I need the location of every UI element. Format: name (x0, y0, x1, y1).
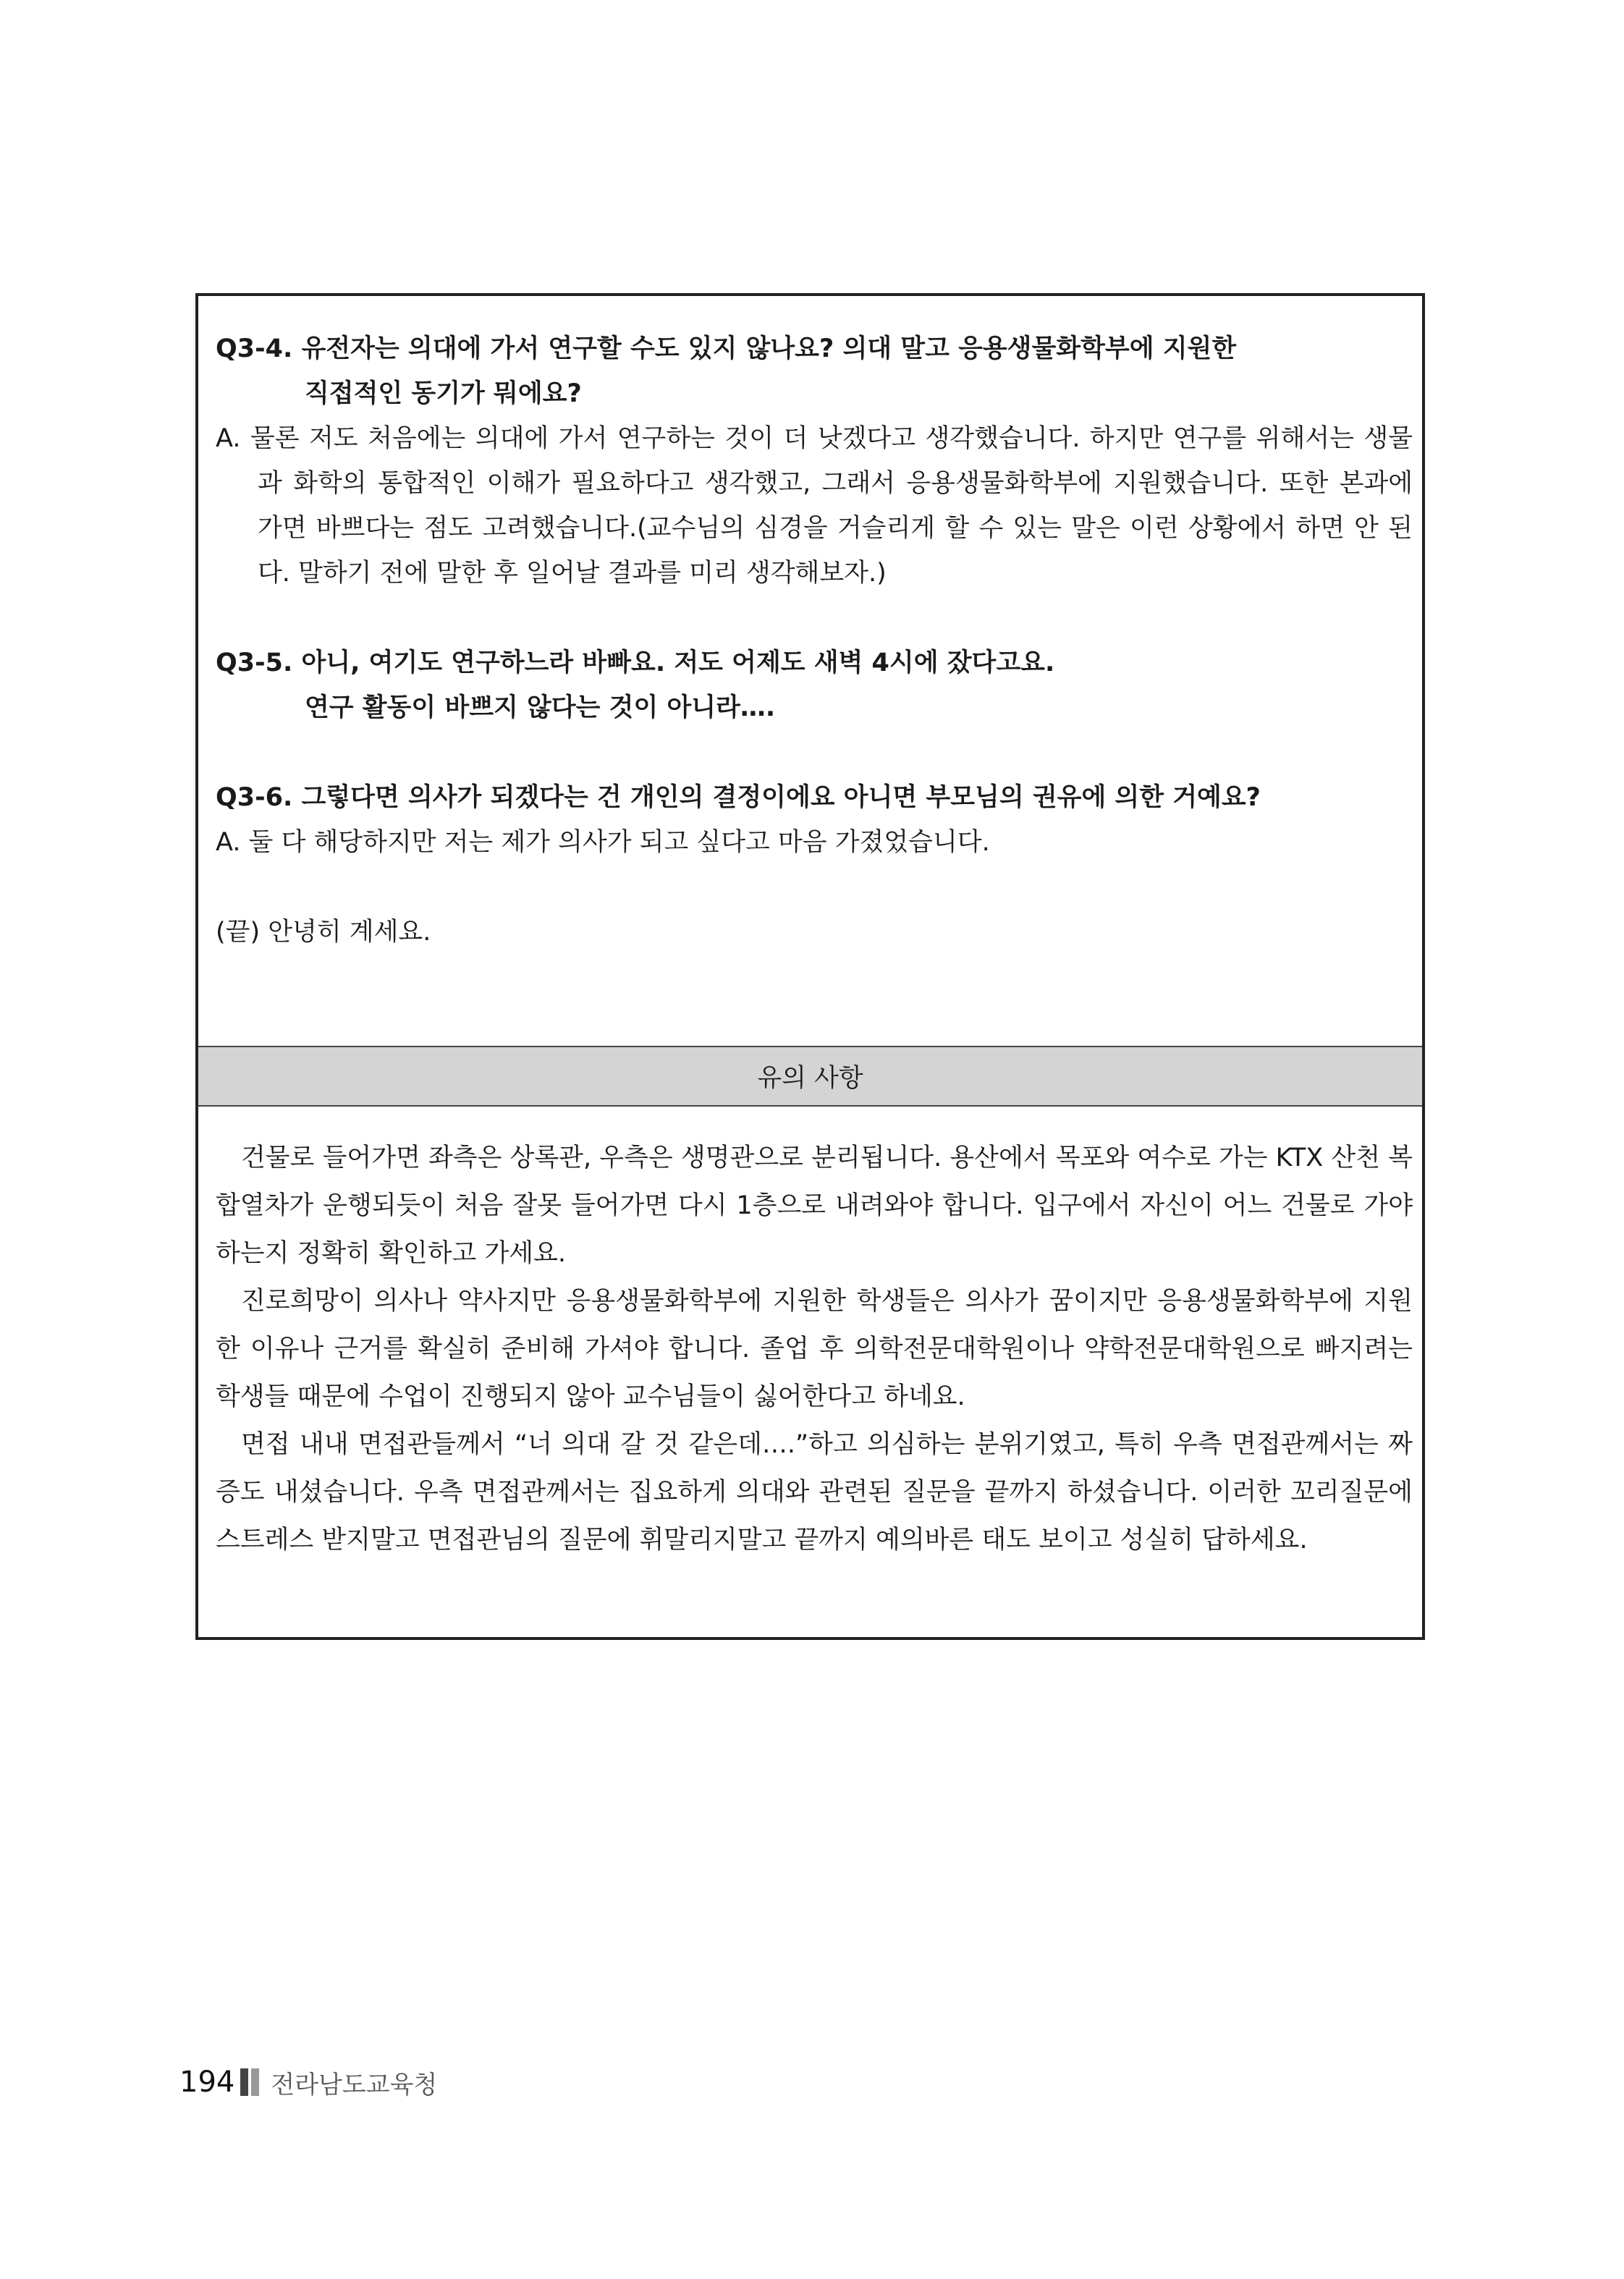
notice-paragraph: 진로희망이 의사나 약사지만 응용생물화학부에 지원한 학생들은 의사가 꿈이지만 응용생물화학부에 지원한 이유나 근거를 확실히 준비해 가셔야 합니다. 졸업 후 의학전문대학원이나 약학전문대학원으로 빠지려는 학생들 때문에 수업이 진행되지 않아 교수님들이 싫어한다고 하네요. (216, 1287, 1413, 1411)
question-line: Q3-4. 유전자는 의대에 가서 연구할 수도 있지 않나요? 의대 말고 응용생물화학부에 지원한 (216, 334, 1237, 363)
notice-title: 유의 사항 (757, 1064, 863, 1093)
notice-paragraph: 면접 내내 면접관들께서 “너 의대 갈 것 같은데….”하고 의심하는 분위기였고, 특히 우측 면접관께서는 짜증도 내셨습니다. 우측 면접관께서는 집요하게 의대와 관련된 질문을 끝까지 하셨습니다. 이러한 꼬리질문에 스트레스 받지말고 면접관님의 질문에 휘말리지말고 끝까지 예의바른 태도 보이고 성실히 답하세요. (216, 1430, 1413, 1555)
answer-text: A. 물론 저도 처음에는 의대에 가서 연구하는 것이 더 낫겠다고 생각했습니다. 하지만 연구를 위해서는 생물과 화학의 통합적인 이해가 필요하다고 생각했고, 그래서 응용생물화학부에 지원했습니다. 또한 본과에 가면 바쁘다는 점도 고려했습니다.(교수님의 심경을 거슬리게 할 수 있는 말은 이런 상황에서 하면 안 된다. 말하기 전에 말한 후 일어날 결과를 미리 생각해보자.) (216, 424, 1413, 588)
page-number: 194 (179, 2066, 235, 2099)
qa-item-3-4 (216, 326, 1413, 596)
closing-text: (끝) 안녕히 계세요. (216, 918, 431, 947)
footer-bar-dark (240, 2068, 248, 2096)
question-line-cont: 직접적인 동기가 뭐에요? (305, 379, 582, 408)
notice-paragraph: 건물로 들어가면 좌측은 상록관, 우측은 생명관으로 분리됩니다. 용산에서 목포와 여수로 가는 KTX 산천 복합열차가 운행되듯이 처음 잘못 들어가면 다시 1층으로 내려와야 합니다. 입구에서 자신이 어느 건물로 가야 하는지 정확히 확인하고 가세요. (216, 1143, 1413, 1268)
answer-text: A. 둘 다 해당하지만 저는 제가 의사가 되고 싶다고 마음 가졌었습니다. (216, 828, 990, 857)
qa-item-3-6 (216, 775, 1413, 865)
notice-section (216, 1134, 1413, 1564)
question-line: Q3-6. 그렇다면 의사가 되겠다는 건 개인의 결정이에요 아니면 부모님의 권유에 의한 거예요? (216, 783, 1261, 812)
organization-name: 전라남도교육청 (271, 2070, 438, 2100)
content-box (195, 293, 1425, 1640)
question-line-cont: 연구 활동이 바쁘지 않다는 것이 아니라…. (305, 693, 776, 722)
page-footer (179, 2064, 437, 2100)
qa-section (216, 326, 1413, 955)
notice-header (198, 1046, 1422, 1107)
question-line: Q3-5. 아니, 여기도 연구하느라 바빠요. 저도 어제도 새벽 4시에 잤다고요. (216, 648, 1055, 677)
footer-bar-light (251, 2068, 259, 2096)
qa-item-3-5 (216, 640, 1413, 730)
